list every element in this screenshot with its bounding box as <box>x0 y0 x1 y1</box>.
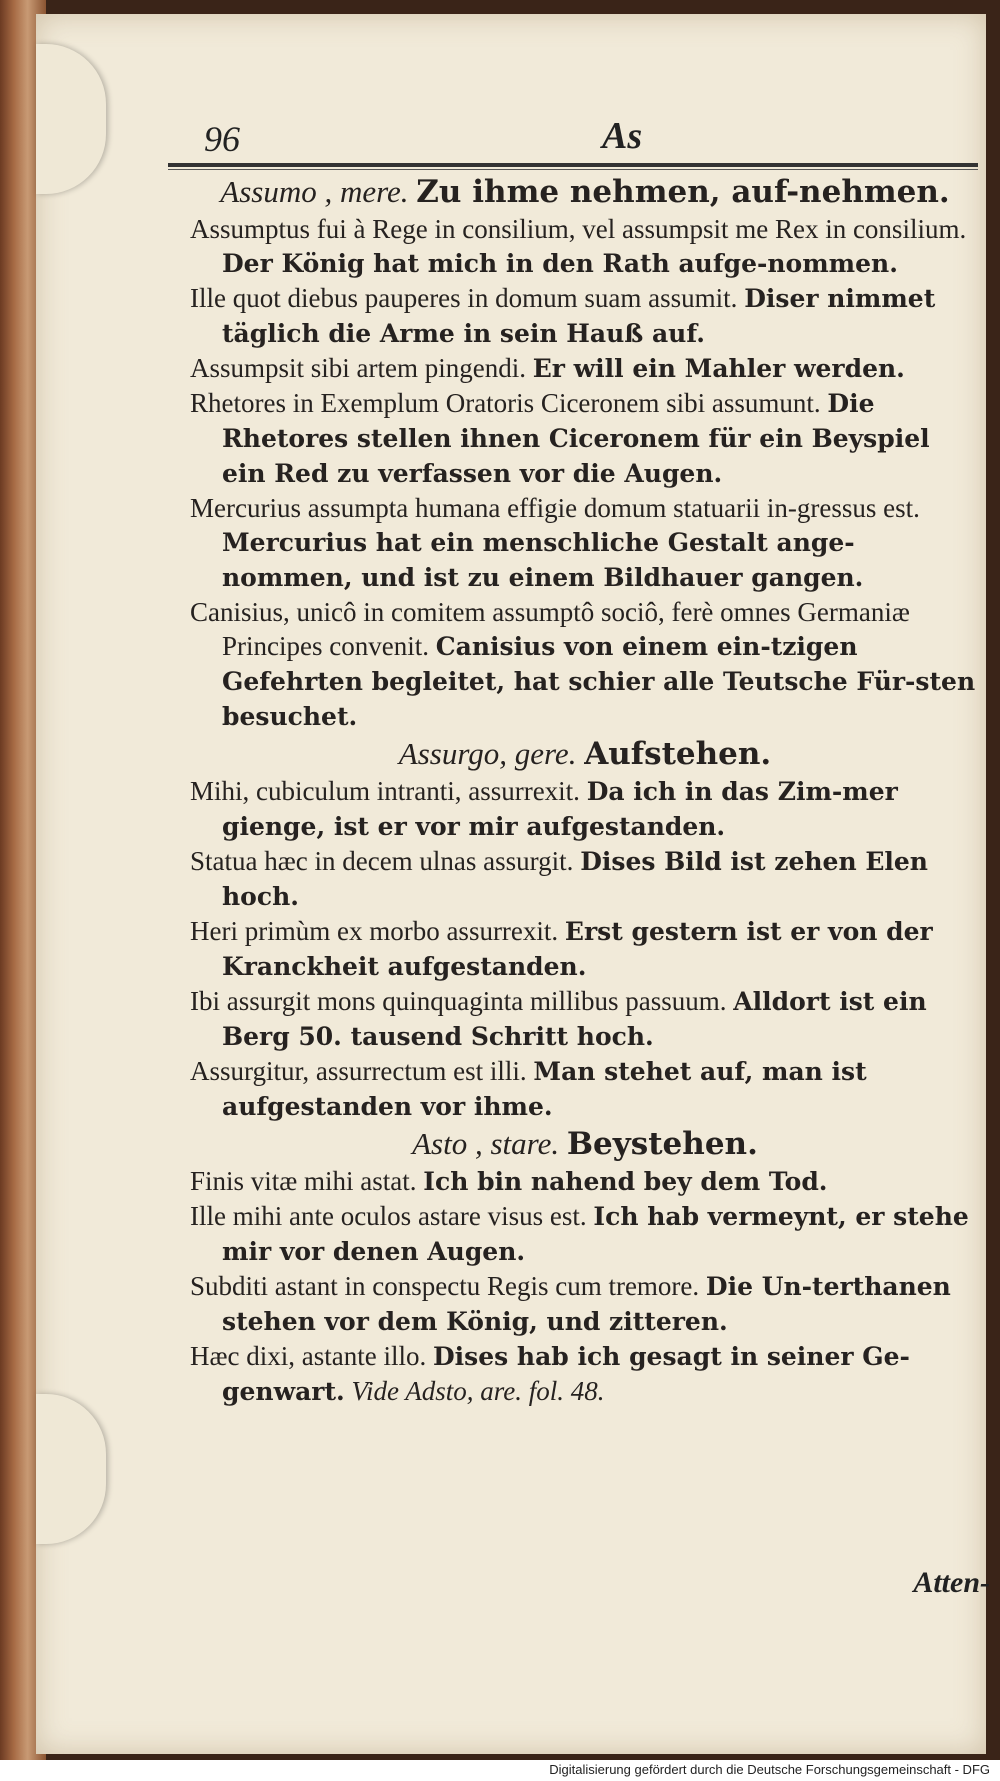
example-latin: Hæc dixi, astante illo. <box>190 1341 427 1371</box>
digitization-footer <box>0 1760 1000 1781</box>
example <box>190 774 980 844</box>
example-latin: Mihi, cubiculum intranti, assurrexit. <box>190 776 580 806</box>
example-latin: Canisius, unicô in comitem assumptô sociô, ferè omnes Germaniæ Principes convenit. <box>190 597 910 661</box>
example-latin: Subditi astant in conspectu Regis cum tremore. <box>190 1271 700 1301</box>
headword <box>190 1126 980 1162</box>
example <box>190 1054 980 1124</box>
example-latin: Statua hæc in decem ulnas assurgit. <box>190 846 574 876</box>
catchword: Atten- <box>913 1566 990 1599</box>
page-clip-top <box>36 44 106 194</box>
example-german: Ich hab vermeynt, er stehe mir vor denen Augen. <box>222 1202 969 1266</box>
example-latin: Ille quot diebus pauperes in domum suam assumit. <box>190 283 738 313</box>
example-latin: Ibi assurgit mons quinquaginta millibus passuum. <box>190 986 727 1016</box>
example <box>190 281 980 351</box>
example <box>190 1199 980 1269</box>
example-latin: Ille mihi ante oculos astare visus est. <box>190 1201 587 1231</box>
page-clip-bottom <box>36 1394 106 1544</box>
headword <box>190 736 980 772</box>
example-german: Man stehet auf, man ist aufgestanden vor ihme. <box>222 1057 867 1121</box>
example-german: Die Un-terthanen stehen vor dem König, und zitteren. <box>222 1272 951 1336</box>
headword-gloss: Beystehen. <box>566 1126 758 1162</box>
example <box>190 914 980 984</box>
example-latin: Mercurius assumpta humana effigie domum statuarii in-gressus est. <box>190 493 920 523</box>
headword-gloss: Zu ihme nehmen, auf-nehmen. <box>416 174 950 210</box>
example <box>190 386 980 491</box>
example <box>190 212 980 281</box>
example-german: Der König hat mich in den Rath aufge-nommen. <box>222 249 898 278</box>
example-latin: Assumpsit sibi artem pingendi. <box>190 353 526 383</box>
example <box>190 844 980 914</box>
headword-lemma: Asto , stare. <box>412 1126 560 1161</box>
headword-gloss: Aufstehen. <box>584 736 772 772</box>
headword <box>190 174 980 210</box>
example-german: Dises Bild ist zehen Elen hoch. <box>222 847 928 911</box>
example-german: Dises hab ich gesagt in seiner Ge-genwart. <box>222 1342 910 1406</box>
example <box>190 1164 980 1199</box>
example-german: Diser nimmet täglich die Arme in sein Hauß auf. <box>222 284 936 348</box>
running-head: As <box>602 115 643 157</box>
cross-reference: Vide Adsto, are. fol. 48. <box>351 1376 605 1406</box>
example-german: Alldort ist ein Berg 50. tausend Schritt hoch. <box>222 987 927 1051</box>
example <box>190 491 980 595</box>
header-rule <box>168 163 978 167</box>
dictionary-text <box>190 172 980 1409</box>
example-german: Erst gestern ist er von der Kranckheit aufgestanden. <box>222 917 933 981</box>
example-german: Ich bin nahend bey dem Tod. <box>423 1167 828 1196</box>
example-german: Mercurius hat ein menschliche Gestalt ange-nommen, und ist zu einem Bildhauer gangen. <box>222 528 864 592</box>
example-german: Die Rhetores stellen ihnen Ciceronem für ein Beyspiel ein Red zu verfassen vor die Augen. <box>222 389 930 488</box>
example-latin: Finis vitæ mihi astat. <box>190 1166 417 1196</box>
example <box>190 351 980 386</box>
example <box>190 595 980 734</box>
headword-lemma: Assurgo, gere. <box>398 736 577 771</box>
header-rule-thin <box>168 169 978 170</box>
example-latin: Rhetores in Exemplum Oratoris Ciceronem sibi assumunt. <box>190 388 821 418</box>
example <box>190 1269 980 1339</box>
example <box>190 1339 980 1409</box>
example-latin: Assurgitur, assurrectum est illi. <box>190 1056 527 1086</box>
headword-lemma: Assumo , mere. <box>220 174 409 209</box>
page-number: 96 <box>204 119 240 159</box>
example-latin: Heri primùm ex morbo assurrexit. <box>190 916 559 946</box>
example-german: Er will ein Mahler werden. <box>532 354 905 383</box>
example <box>190 984 980 1054</box>
example-german: Canisius von einem ein-tzigen Gefehrten begleitet, hat schier alle Teutsche Für-sten besuchet. <box>222 632 976 731</box>
example-latin: Assumptus fui à Rege in consilium, vel assumpsit me Rex in consilium. <box>190 214 967 244</box>
footer-credit: Digitalisierung gefördert durch die Deutsche Forschungsgemeinschaft - DFG <box>549 1762 990 1777</box>
example-german: Da ich in das Zim-mer gienge, ist er vor mir aufgestanden. <box>222 777 898 841</box>
